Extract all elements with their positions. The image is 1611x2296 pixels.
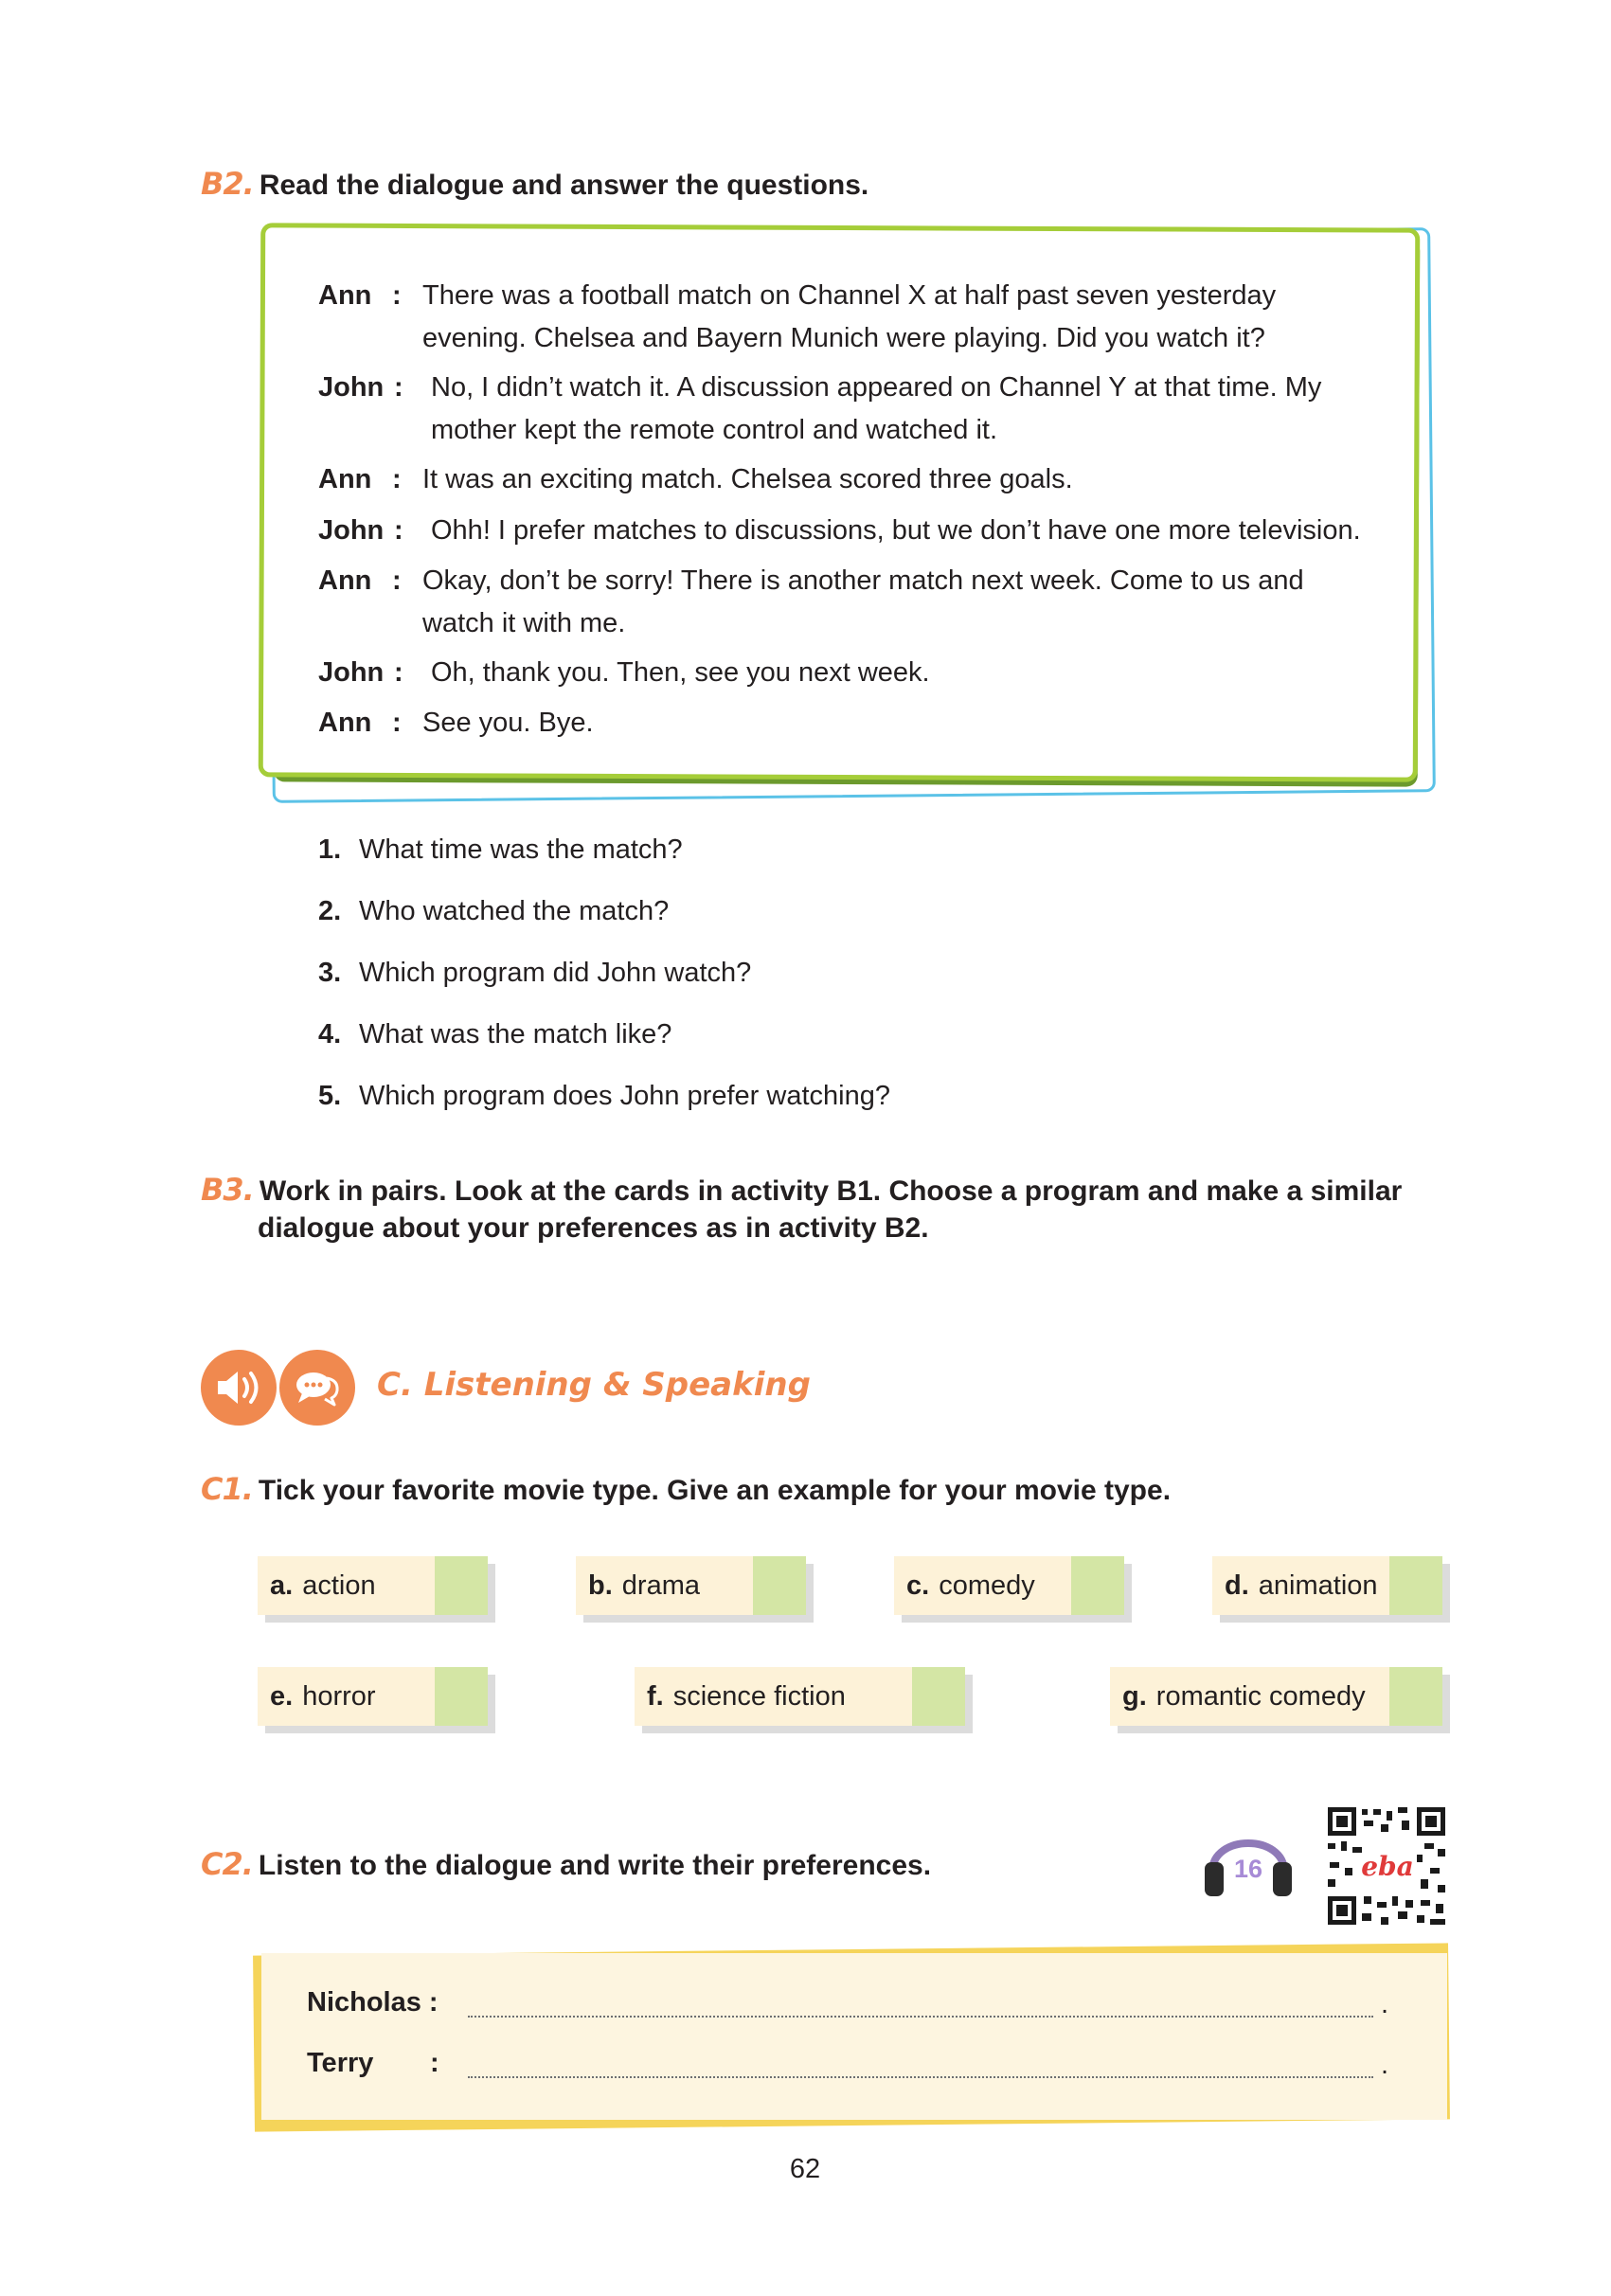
speaker-colon: : <box>394 657 403 688</box>
question-item <box>318 896 669 927</box>
headphones-icon[interactable] <box>1199 1813 1298 1902</box>
movie-type-card <box>1212 1556 1442 1615</box>
speaker-colon: : <box>392 708 402 738</box>
card-text: science fiction <box>672 1681 846 1712</box>
b2-heading <box>201 163 868 206</box>
speaker-name: Ann <box>318 565 372 596</box>
dialogue-line <box>318 275 1407 360</box>
dialogue-text: It was an exciting match. Chelsea scored three goals. <box>422 464 1073 494</box>
card-text: drama <box>621 1570 700 1601</box>
dialogue-text: Okay, don’t be sorry! There is another match next week. Come to us and <box>422 565 1304 596</box>
question-item <box>318 834 683 866</box>
speaker-colon: : <box>394 372 403 403</box>
b2-instruction: Read the dialogue and answer the questions. <box>259 170 869 201</box>
speaker-name: Ann <box>318 464 372 494</box>
dialogue-text: Ohh! I prefer matches to discussions, but we don’t have one more television. <box>431 515 1361 546</box>
c2-tag: C2. <box>201 1846 253 1882</box>
card-letter: e. <box>270 1681 294 1712</box>
movie-type-card <box>1110 1667 1442 1726</box>
card-text: comedy <box>939 1570 1035 1601</box>
card-label <box>1225 1556 1378 1615</box>
dialogue-line <box>318 458 1407 501</box>
question-item <box>318 1081 890 1112</box>
preferences-box <box>261 1953 1447 2120</box>
nicholas-end-period: . <box>1381 1989 1389 2019</box>
card-label <box>906 1556 1035 1615</box>
speaker-colon: : <box>394 515 403 546</box>
b2-tag: B2. <box>201 166 254 202</box>
card-letter: c. <box>906 1570 930 1601</box>
speaker-name: John <box>318 657 385 688</box>
question-text: What was the match like? <box>359 1019 672 1049</box>
tick-box[interactable] <box>435 1667 488 1726</box>
qr-logo-text: eba <box>1361 1851 1414 1882</box>
movie-type-card <box>258 1556 488 1615</box>
speaker-name: Ann <box>318 280 372 311</box>
nicholas-label: Nicholas : <box>307 1987 439 2018</box>
tick-box[interactable] <box>435 1556 488 1615</box>
tick-box[interactable] <box>1071 1556 1124 1615</box>
question-text: What time was the match? <box>359 834 683 865</box>
card-label <box>1122 1667 1366 1726</box>
speech-bubble-icon <box>279 1350 355 1426</box>
dialogue-line <box>318 652 1407 694</box>
b3-tag: B3. <box>201 1172 254 1208</box>
speaker-colon: : <box>392 464 402 494</box>
page-number: 62 <box>789 2154 821 2184</box>
question-number: 2. <box>318 896 342 926</box>
speaker-name: John <box>318 372 385 403</box>
b3-instruction-line1: Work in pairs. Look at the cards in activity B1. Choose a program and make a similar <box>259 1175 1403 1207</box>
qr-code[interactable] <box>1326 1805 1447 1927</box>
nicholas-answer-line[interactable] <box>468 2016 1373 2018</box>
question-text: Which program did John watch? <box>359 958 752 988</box>
c1-instruction: Tick your favorite movie type. Give an example for your movie type. <box>258 1475 1172 1506</box>
tick-box[interactable] <box>912 1667 965 1726</box>
dialogue-text: Oh, thank you. Then, see you next week. <box>431 657 930 688</box>
card-letter: b. <box>588 1570 613 1601</box>
dialogue-text: No, I didn’t watch it. A discussion appeared on Channel Y at that time. My <box>431 372 1322 403</box>
b3-heading <box>201 1169 1402 1211</box>
tick-box[interactable] <box>1389 1667 1442 1726</box>
speaker-colon: : <box>392 565 402 596</box>
audio-track-number: 16 <box>1233 1855 1263 1883</box>
dialogue-text: mother kept the remote control and watched it. <box>431 415 998 445</box>
movie-type-card <box>258 1667 488 1726</box>
question-item <box>318 958 751 989</box>
card-label <box>588 1556 700 1615</box>
c1-heading <box>201 1468 1171 1511</box>
card-letter: f. <box>647 1681 664 1712</box>
terry-colon: : <box>430 2048 439 2078</box>
section-c-title: C. Listening & Speaking <box>377 1366 811 1404</box>
terry-label: Terry <box>307 2048 374 2078</box>
c2-instruction: Listen to the dialogue and write their preferences. <box>258 1850 932 1881</box>
dialogue-line <box>318 510 1407 552</box>
c1-tag: C1. <box>201 1471 253 1507</box>
card-label <box>270 1667 376 1726</box>
movie-type-card <box>635 1667 965 1726</box>
dialogue-line <box>318 560 1407 645</box>
movie-type-card <box>576 1556 806 1615</box>
dialogue-text: watch it with me. <box>422 608 626 638</box>
card-letter: d. <box>1225 1570 1249 1601</box>
speaker-name: John <box>318 515 385 546</box>
speaker-colon: : <box>392 280 402 311</box>
c2-heading <box>201 1843 931 1886</box>
speaker-icon <box>201 1350 277 1426</box>
card-letter: g. <box>1122 1681 1147 1712</box>
dialogue-line <box>318 367 1407 452</box>
b3-instruction-line2: dialogue about your preferences as in activity B2. <box>258 1212 929 1244</box>
question-text: Who watched the match? <box>359 896 670 926</box>
dialogue-text: There was a football match on Channel X at half past seven yesterday <box>422 280 1277 311</box>
card-text: romantic comedy <box>1155 1681 1366 1712</box>
card-text: animation <box>1258 1570 1378 1601</box>
speaker-name: Ann <box>318 708 372 738</box>
card-text: horror <box>302 1681 376 1712</box>
tick-box[interactable] <box>753 1556 806 1615</box>
card-text: action <box>302 1570 376 1601</box>
dialogue-line <box>318 702 1407 744</box>
movie-type-card <box>894 1556 1124 1615</box>
dialogue <box>318 275 1407 758</box>
tick-box[interactable] <box>1389 1556 1442 1615</box>
card-label <box>270 1556 376 1615</box>
question-number: 4. <box>318 1019 342 1049</box>
dialogue-text: evening. Chelsea and Bayern Munich were playing. Did you watch it? <box>422 323 1265 353</box>
question-number: 3. <box>318 958 342 988</box>
question-item <box>318 1019 671 1050</box>
question-text: Which program does John prefer watching? <box>359 1081 890 1111</box>
terry-end-period: . <box>1381 2050 1389 2080</box>
terry-answer-line[interactable] <box>468 2076 1373 2078</box>
dialogue-text: See you. Bye. <box>422 708 594 738</box>
question-number: 5. <box>318 1081 342 1111</box>
question-number: 1. <box>318 834 342 865</box>
card-letter: a. <box>270 1570 294 1601</box>
card-label <box>647 1667 846 1726</box>
